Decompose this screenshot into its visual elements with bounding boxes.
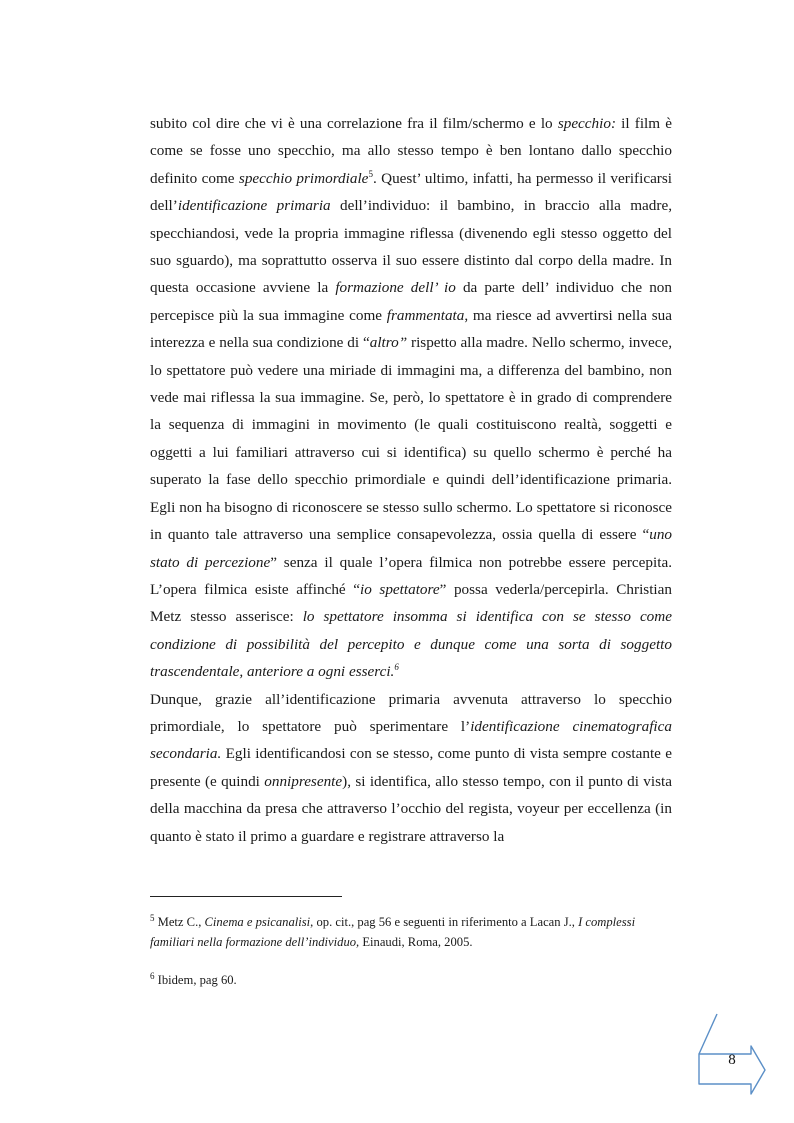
italic-run: Cinema e psicanalisi xyxy=(204,915,311,929)
text-run: ), si identifica, allo stesso tempo, con il punto di vista della macchina da presa che attraverso l’occhio del regista, voyeur per eccellenza (in quanto è stato il primo a guardare e registrare attraverso la xyxy=(150,772,672,845)
italic-run: uno stato di percezione xyxy=(150,526,672,571)
italic-run: lo spettatore insomma si identifica con se stesso come condizione di possibilità del percepito e dunque come una sorta di soggetto trascendentale, anteriore a ogni esserci. xyxy=(150,608,672,681)
footnote-ref: 5 xyxy=(150,912,155,923)
paragraph-2 xyxy=(150,686,672,850)
text-run: ” senza il quale l’opera filmica non potrebbe essere percepita. L’opera filmica esiste affinché “ xyxy=(150,553,672,598)
italic-run: altro” xyxy=(369,334,408,352)
italic-run: formazione dell’ io xyxy=(335,279,456,297)
footnote-separator xyxy=(150,896,342,897)
text-run: subito col dire che vi è una correlazione fra il film/schermo e lo xyxy=(150,115,558,132)
italic-run: frammentata xyxy=(386,306,465,324)
text-run: ” possa vederla/percepirla. Christian Metz stesso asserisce: xyxy=(150,580,672,626)
footnote-ref: 6 xyxy=(150,970,155,981)
italic-run: specchio primordiale xyxy=(238,169,369,187)
footnote-ref: 6 xyxy=(394,662,399,673)
italic-run: io spettatore xyxy=(360,580,440,598)
footnote-5 xyxy=(150,912,672,952)
text-run: da parte dell’ individuo che non percepisce più la sua immagine come xyxy=(150,279,672,324)
italic-run: identificazione primaria xyxy=(177,197,331,215)
page-number: 8 xyxy=(728,1052,736,1068)
footnote-ref: 5 xyxy=(368,168,373,179)
body-text xyxy=(150,110,672,850)
text-run: Metz C., xyxy=(154,915,205,929)
text-run: dell’individuo: il bambino, in braccio alla madre, specchiandosi, vede la propria immagine riflessa (divenendo egli stesso oggetto del suo sguardo), ma soprattutto osserva il suo essere distinto dal corpo della madre. In questa occasione avviene la xyxy=(150,197,672,297)
text-run: rispetto alla madre. Nello schermo, invece, lo spettatore può vedere una miriade di immagini ma, a differenza del bambino, non vede mai riflessa la sua immagine. Se, però, lo spettatore è in grado di comprendere la sequenza di immagini in movimento (le quali costituiscono realtà, soggetti e oggetti a lui familiari attraverso cui si identifica) su quello schermo è perché ha superato la fase dello specchio primordiale e quindi dell’identificazione primaria. Egli non ha bisogno di riconoscere se stesso sullo schermo. Lo spettatore si riconosce in quanto tale attraverso una semplice consapevolezza, ossia quella di essere “ xyxy=(150,334,673,544)
italic-run: identificazione cinematografica secondaria. xyxy=(150,717,672,763)
footnote-6 xyxy=(150,970,672,990)
paragraph-1 xyxy=(150,110,672,686)
text-run: Ibidem, pag 60. xyxy=(154,973,237,987)
text-run: Einaudi, Roma, 2005. xyxy=(359,935,473,949)
text-run: , ma riesce ad avvertirsi nella sua interezza e nella sua condizione di “ xyxy=(150,306,672,352)
text-run: il film è come se fosse uno specchio, ma allo stesso tempo è ben lontano dallo specchio definito come xyxy=(150,115,672,187)
italic-run: I complessi familiari nella formazione dell’individuo, xyxy=(150,915,636,949)
text-run: , op. cit., pag 56 e seguenti in riferimento a Lacan J., xyxy=(310,915,579,929)
text-run: Dunque, grazie all’identificazione primaria avvenuta attraverso lo specchio primordiale, lo spettatore può sperimentare l’ xyxy=(150,690,672,735)
text-run: Egli identificandosi con se stesso, come punto di vista sempre costante e presente (e quindi xyxy=(150,745,672,790)
text-run: . Quest’ ultimo, infatti, ha permesso il verificarsi dell’ xyxy=(150,169,672,215)
footnotes xyxy=(150,912,672,990)
italic-run: specchio: xyxy=(557,115,617,132)
italic-run: onnipresente xyxy=(264,772,343,790)
